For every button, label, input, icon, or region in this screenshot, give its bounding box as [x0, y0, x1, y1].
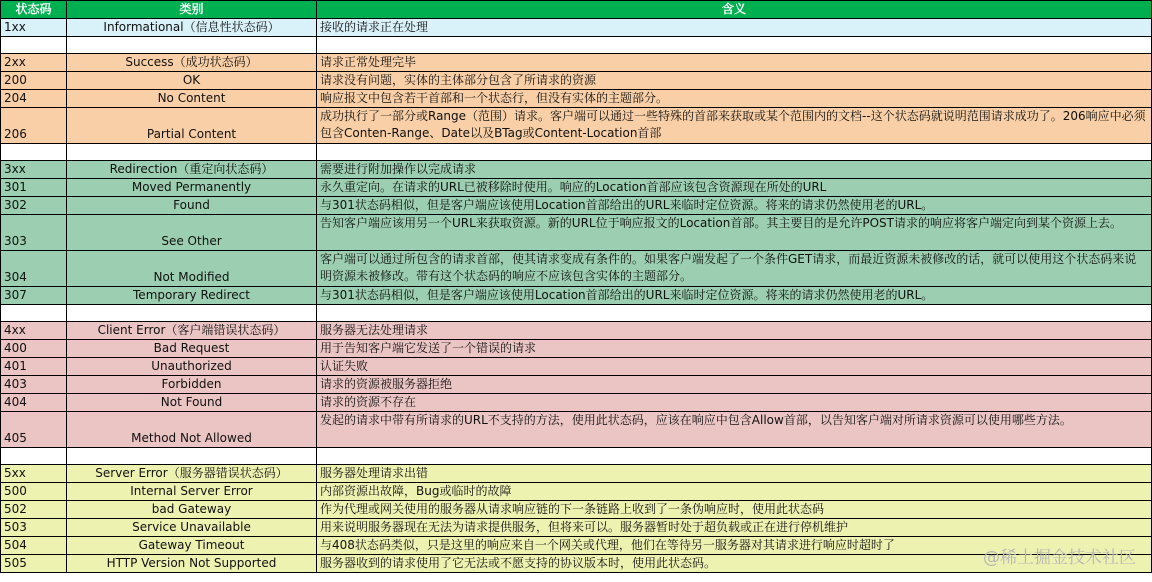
- code-cell: 401: [1, 358, 67, 376]
- spacer-cell: [317, 144, 1152, 161]
- table-row: [1, 412, 1152, 448]
- spacer-cell: [1, 144, 67, 161]
- category-cell: Moved Permanently: [67, 179, 317, 197]
- meaning-cell: 客户端可以通过所包含的请求首部，使其请求变成有条件的。如果客户端发起了一个条件GET请求，而最近资源未被修改的话，就可以使用这个状态码来说明资源未被修改。带有这个状态码的响应不应该包含实体的主题部分。: [317, 251, 1152, 287]
- spacer-row: [1, 448, 1152, 465]
- meaning-cell: 响应报文中包含若干首部和一个状态行，但没有实体的主题部分。: [317, 90, 1152, 108]
- category-cell: Temporary Redirect: [67, 287, 317, 305]
- category-cell: Method Not Allowed: [67, 412, 317, 448]
- table-row: [1, 72, 1152, 90]
- table-row: [1, 501, 1152, 519]
- header-category: 类别: [67, 1, 317, 19]
- spacer-cell: [1, 37, 67, 54]
- meaning-cell: 需要进行附加操作以完成请求: [317, 161, 1152, 179]
- code-cell: 400: [1, 340, 67, 358]
- table-row: [1, 179, 1152, 197]
- spacer-row: [1, 144, 1152, 161]
- spacer-cell: [317, 448, 1152, 465]
- header-meaning: 含义: [317, 1, 1152, 19]
- category-cell: Found: [67, 197, 317, 215]
- meaning-cell: 发起的请求中带有所请求的URL不支持的方法，使用此状态码，应该在响应中包含Allow首部，以告知客户端对所请求资源可以使用哪些方法。: [317, 412, 1152, 448]
- meaning-cell: 成功执行了一部分或Range（范围）请求。客户端可以通过一些特殊的首部来获取或某个范围内的文档--这个状态码就说明范围请求成功了。206响应中必须包含Conten-Range、Date以及BTag或Content-Location首部: [317, 108, 1152, 144]
- meaning-cell: 用于告知客户端它发送了一个错误的请求: [317, 340, 1152, 358]
- table-row: [1, 197, 1152, 215]
- spacer-cell: [317, 37, 1152, 54]
- table-row: [1, 394, 1152, 412]
- table-row: [1, 54, 1152, 72]
- table-row: [1, 215, 1152, 251]
- category-cell: HTTP Version Not Supported: [67, 555, 317, 573]
- code-cell: 307: [1, 287, 67, 305]
- table-row: [1, 537, 1152, 555]
- category-cell: Bad Request: [67, 340, 317, 358]
- category-cell: Service Unavailable: [67, 519, 317, 537]
- code-cell: 3xx: [1, 161, 67, 179]
- category-cell: Partial Content: [67, 108, 317, 144]
- code-cell: 404: [1, 394, 67, 412]
- spacer-cell: [67, 37, 317, 54]
- category-cell: Unauthorized: [67, 358, 317, 376]
- spacer-cell: [67, 305, 317, 322]
- code-cell: 503: [1, 519, 67, 537]
- category-cell: Server Error（服务器错误状态码）: [67, 465, 317, 483]
- table-row: [1, 251, 1152, 287]
- code-cell: 502: [1, 501, 67, 519]
- meaning-cell: 与301状态码相似，但是客户端应该使用Location首部给出的URL来临时定位资源。将来的请求仍然使用老的URL。: [317, 287, 1152, 305]
- meaning-cell: 请求的资源被服务器拒绝: [317, 376, 1152, 394]
- code-cell: 2xx: [1, 54, 67, 72]
- code-cell: 304: [1, 251, 67, 287]
- spacer-cell: [67, 448, 317, 465]
- meaning-cell: 接收的请求正在处理: [317, 19, 1152, 37]
- spacer-cell: [1, 448, 67, 465]
- table-row: [1, 465, 1152, 483]
- table-row: [1, 90, 1152, 108]
- category-cell: Internal Server Error: [67, 483, 317, 501]
- category-cell: Forbidden: [67, 376, 317, 394]
- spacer-cell: [317, 305, 1152, 322]
- category-cell: No Content: [67, 90, 317, 108]
- code-cell: 505: [1, 555, 67, 573]
- code-cell: 405: [1, 412, 67, 448]
- code-cell: 1xx: [1, 19, 67, 37]
- table-row: [1, 108, 1152, 144]
- meaning-cell: 与408状态码类似，只是这里的响应来自一个网关或代理，他们在等待另一服务器对其请求进行响应时超时了: [317, 537, 1152, 555]
- category-cell: Success（成功状态码）: [67, 54, 317, 72]
- code-cell: 302: [1, 197, 67, 215]
- meaning-cell: 请求的资源不存在: [317, 394, 1152, 412]
- category-cell: Informational（信息性状态码）: [67, 19, 317, 37]
- meaning-cell: 服务器处理请求出错: [317, 465, 1152, 483]
- watermark: @稀土掘金技术社区: [983, 548, 1136, 568]
- meaning-cell: 认证失败: [317, 358, 1152, 376]
- code-cell: 200: [1, 72, 67, 90]
- table-row: [1, 555, 1152, 573]
- meaning-cell: 作为代理或网关使用的服务器从请求响应链的下一条链路上收到了一条伪响应时，使用此状态码: [317, 501, 1152, 519]
- code-cell: 5xx: [1, 465, 67, 483]
- code-cell: 204: [1, 90, 67, 108]
- meaning-cell: 内部资源出故障，Bug或临时的故障: [317, 483, 1152, 501]
- code-cell: 301: [1, 179, 67, 197]
- category-cell: bad Gateway: [67, 501, 317, 519]
- table-row: [1, 287, 1152, 305]
- meaning-cell: 与301状态码相似，但是客户端应该使用Location首部给出的URL来临时定位资源。将来的请求仍然使用老的URL。: [317, 197, 1152, 215]
- table-row: [1, 19, 1152, 37]
- code-cell: 303: [1, 215, 67, 251]
- meaning-cell: 服务器收到的请求使用了它无法或不愿支持的协议版本时，使用此状态码。: [317, 555, 1152, 573]
- table-row: [1, 376, 1152, 394]
- category-cell: See Other: [67, 215, 317, 251]
- code-cell: 500: [1, 483, 67, 501]
- category-cell: Gateway Timeout: [67, 537, 317, 555]
- table-row: [1, 161, 1152, 179]
- meaning-cell: 请求正常处理完毕: [317, 54, 1152, 72]
- table-row: [1, 519, 1152, 537]
- meaning-cell: 用来说明服务器现在无法为请求提供服务，但将来可以。服务器暂时处于超负载或正在进行停机维护: [317, 519, 1152, 537]
- table-row: [1, 483, 1152, 501]
- meaning-cell: 服务器无法处理请求: [317, 322, 1152, 340]
- table-body: [1, 19, 1152, 573]
- category-cell: Redirection（重定向状态码）: [67, 161, 317, 179]
- meaning-cell: 请求没有问题，实体的主体部分包含了所请求的资源: [317, 72, 1152, 90]
- table-row: [1, 358, 1152, 376]
- code-cell: 403: [1, 376, 67, 394]
- header-row: [1, 1, 1152, 19]
- table-row: [1, 322, 1152, 340]
- spacer-cell: [1, 305, 67, 322]
- category-cell: Not Found: [67, 394, 317, 412]
- code-cell: 4xx: [1, 322, 67, 340]
- table-row: [1, 340, 1152, 358]
- code-cell: 206: [1, 108, 67, 144]
- category-cell: OK: [67, 72, 317, 90]
- category-cell: Client Error（客户端错误状态码）: [67, 322, 317, 340]
- spacer-row: [1, 305, 1152, 322]
- meaning-cell: 告知客户端应该用另一个URL来获取资源。新的URL位于响应报文的Location首部。其主要目的是允许POST请求的响应将客户端定向到某个资源上去。: [317, 215, 1152, 251]
- category-cell: Not Modified: [67, 251, 317, 287]
- spacer-row: [1, 37, 1152, 54]
- code-cell: 504: [1, 537, 67, 555]
- meaning-cell: 永久重定向。在请求的URL已被移除时使用。响应的Location首部应该包含资源现在所处的URL: [317, 179, 1152, 197]
- spacer-cell: [67, 144, 317, 161]
- header-code: 状态码: [1, 1, 67, 19]
